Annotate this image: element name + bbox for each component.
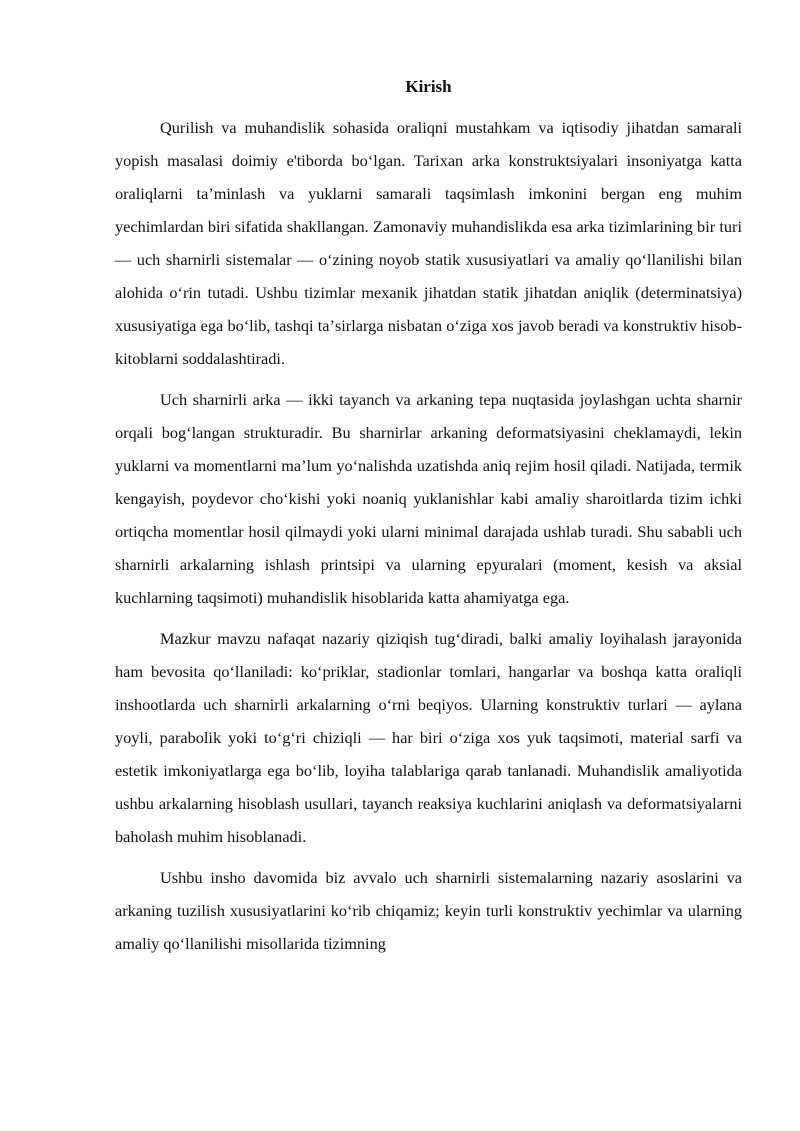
page-title: Kirish [405, 77, 452, 96]
paragraph-4: Ushbu insho davomida biz avvalo uch sharnirli sistemalarning nazariy asoslarini va arkaning tuzilish xususiyatlarini koʻrib chiqamiz; keyin turli konstruktiv yechimlar va ularning amaliy qoʻllanilishi misollarida tizimning [115, 868, 742, 953]
paragraph-2: Uch sharnirli arka — ikki tayanch va arkaning tepa nuqtasida joylashgan uchta sharnir orqali bogʻlangan strukturadir. Bu sharnirlar arkaning deformatsiyasini cheklamaydi, lekin yuklarni va momentlarni maʼlum yoʻnalishda uzatishda aniq rejim hosil qiladi. Natijada, termik kengayish, poydevor choʻkishi yoki noaniq yuklanishlar kabi amaliy sharoitlarda tizim ichki ortiqcha momentlar hosil qilmaydi yoki ularni minimal darajada ushlab turadi. Shu sababli uch sharnirli arkalarning ishlash printsipi va ularning epyuralari (moment, kesish va aksial kuchlarning taqsimoti) muhandislik hisoblarida katta ahamiyatga ega. [115, 390, 742, 607]
paragraph-3: Mazkur mavzu nafaqat nazariy qiziqish tugʻdiradi, balki amaliy loyihalash jarayonida ham bevosita qoʻllaniladi: koʻpriklar, stadionlar tomlari, hangarlar va boshqa katta oraliqli inshootlarda uch sharnirli arkalarning oʻrni beqiyos. Ularning konstruktiv turlari — aylana yoyli, parabolik yoki toʻgʻri chiziqli — har biri oʻziga xos yuk taqsimoti, material sarfi va estetik imkoniyatlarga ega boʻlib, loyiha talablariga qarab tanlanadi. Muhandislik amaliyotida ushbu arkalarning hisoblash usullari, tayanch reaksiya kuchlarini aniqlash va deformatsiyalarni baholash muhim hisoblanadi. [115, 629, 742, 846]
paragraph-1: Qurilish va muhandislik sohasida oraliqni mustahkam va iqtisodiy jihatdan samarali yopish masalasi doimiy e'tiborda boʻlgan. Tarixan arka konstruktsiyalari insoniyatga katta oraliqlarni taʼminlash va yuklarni samarali taqsimlash imkonini bergan eng muhim yechimlardan biri sifatida shakllangan. Zamonaviy muhandislikda esa arka tizimlarining bir turi — uch sharnirli sistemalar — oʻzining noyob statik xususiyatlari va amaliy qoʻllanilishi bilan alohida oʻrin tutadi. Ushbu tizimlar mexanik jihatdan statik jihatdan aniqlik (determinatsiya) xususiyatiga ega boʻlib, tashqi taʼsirlarga nisbatan oʻziga xos javob beradi va konstruktiv hisob-kitoblarni soddalashtiradi. [115, 118, 742, 368]
